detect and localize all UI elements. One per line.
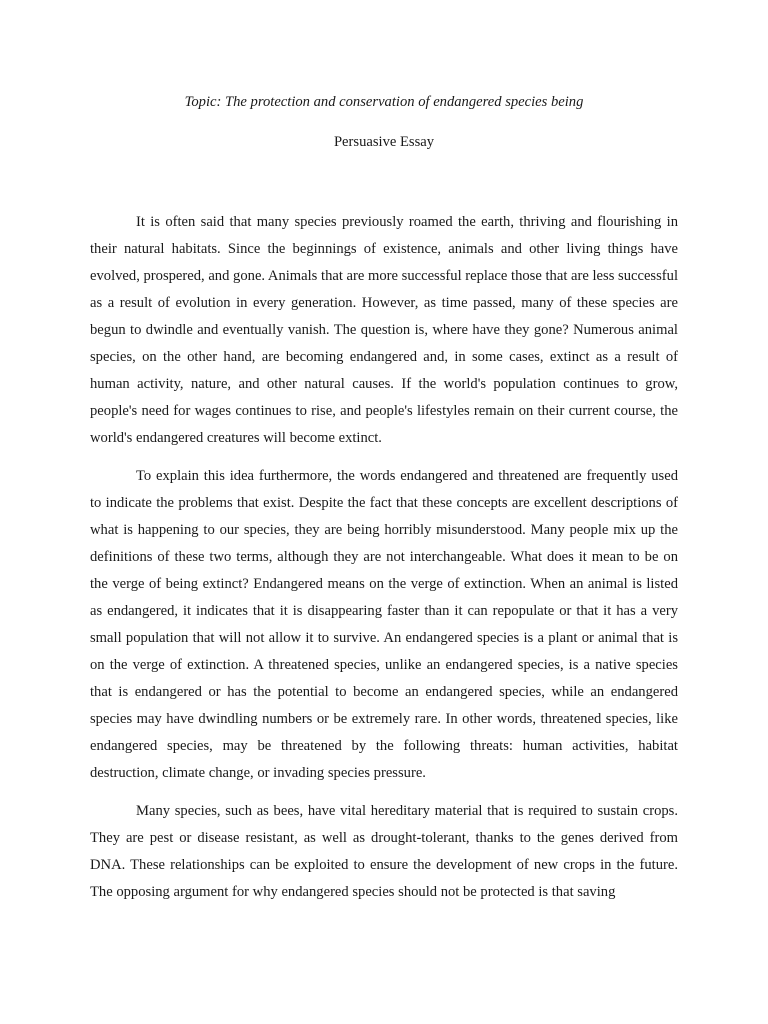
essay-body [90, 209, 678, 917]
paragraph-1: It is often said that many species previously roamed the earth, thriving and flourishing in their natural habitats. Since the beginnings of existence, animals and other living things have evolved, prospered, and gone. Animals that are more successful replace those that are less successful as a result of evolution in every generation. However, as time passed, many of these species are begun to dwindle and eventually vanish. The question is, where have they gone? Numerous animal species, on the other hand, are becoming endangered and, in some cases, extinct as a result of human activity, nature, and other natural causes. If the world's population continues to grow, people's need for wages continues to rise, and people's lifestyles remain on their current course, the world's endangered creatures will become extinct. [90, 214, 679, 446]
paragraph-2: To explain this idea furthermore, the words endangered and threatened are frequently used to indicate the problems that exist. Despite the fact that these concepts are excellent descriptions of what is happening to our species, they are being horribly misunderstood. Many people mix up the definitions of these two terms, although they are not interchangeable. What does it mean to be on the verge of being extinct? Endangered means on the verge of extinction. When an animal is listed as endangered, it indicates that it is disappearing faster than it can repopulate or that it has a very small population that will not allow it to survive. An endangered species is a plant or animal that is on the verge of extinction. A threatened species, unlike an endangered species, is a native species that is endangered or has the potential to become an endangered species, while an endangered species may have dwindling numbers or be extremely rare. In other words, threatened species, like endangered species, may be threatened by the following threats: human activities, habitat destruction, climate change, or invading species pressure. [90, 468, 678, 781]
paragraph-3: Many species, such as bees, have vital hereditary material that is required to sustain crops. They are pest or disease resistant, as well as drought-tolerant, thanks to the genes derived from DNA. These relationships can be exploited to ensure the development of new crops in the future. The opposing argument for why endangered species should not be protected is that saving [90, 803, 678, 900]
essay-topic: Topic: The protection and conservation of endangered species being [184, 94, 584, 110]
essay-subtitle: Persuasive Essay [333, 134, 435, 150]
